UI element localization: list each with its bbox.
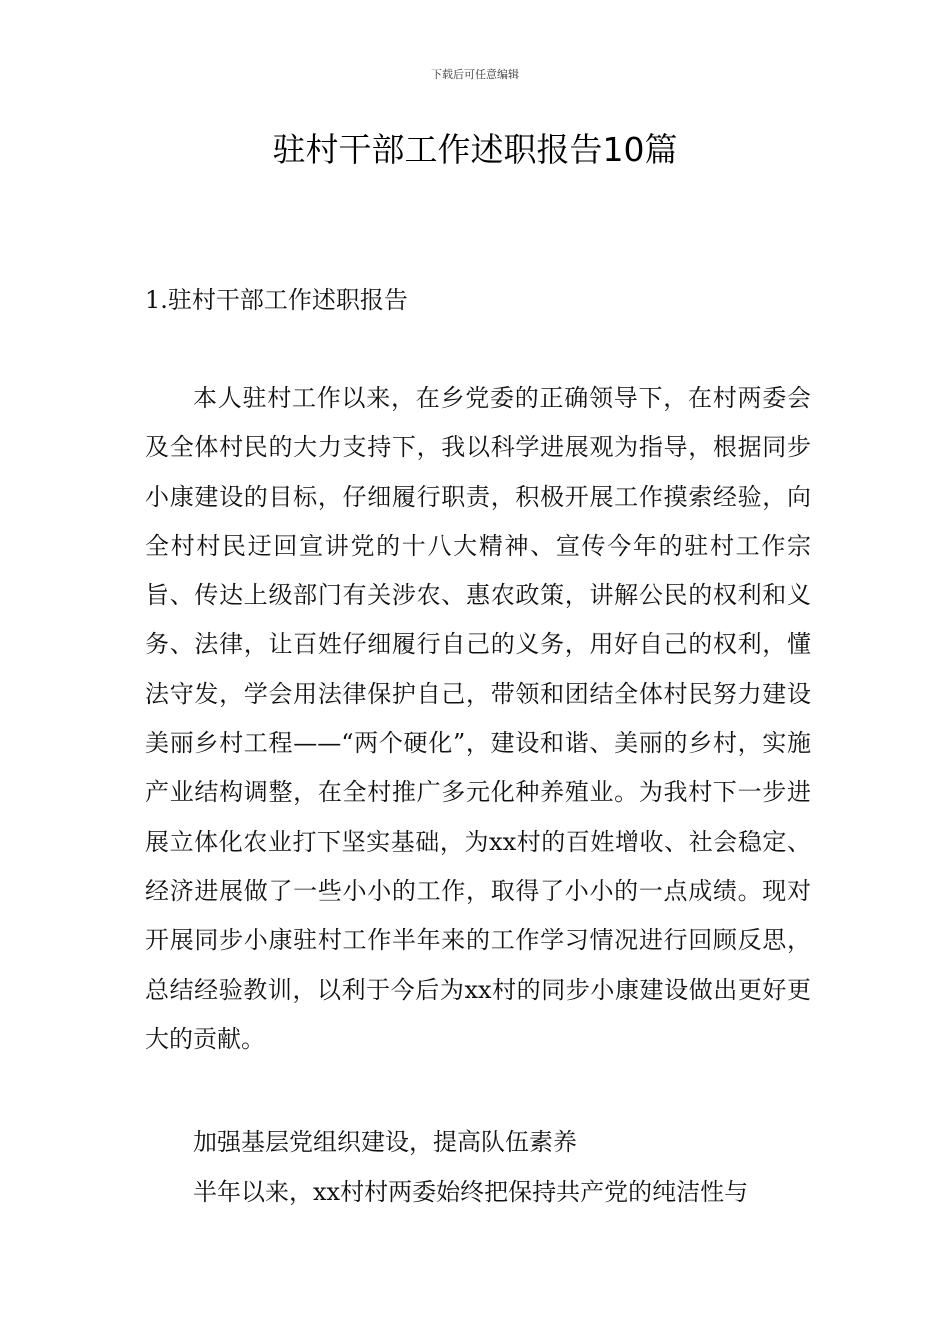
section-heading: 1.驻村干部工作述职报告 — [145, 286, 408, 314]
header-note: 下载后可任意编辑 — [431, 68, 519, 81]
document-title: 驻村干部工作述职报告10篇 — [272, 130, 678, 169]
body-paragraph-2: 半年以来，xx村村两委始终把保持共产党的纯洁性与 — [193, 1178, 749, 1206]
body-paragraph-1: 本人驻村工作以来，在乡党委的正确领导下，在村两委会及全体村民的大力支持下，我以科学进展观为指导，根据同步小康建设的目标，仔细履行职责，积极开展工作摸索经验，向全村村民迂回宣讲党的十八大精神、宣传今年的驻村工作宗旨、传达上级部门有关涉农、惠农政策，讲解公民的权利和义务、法律，让百姓仔细履行自己的义务，用好自己的权利，懂法守发，学会用法律保护自己，带领和团结全体村民努力建设美丽乡村工程——“两个硬化”，建设和谐、美丽的乡村，实施产业结构调整，在全村推广多元化种养殖业。为我村下一步进展立体化农业打下坚实基础，为xx村的百姓增收、社会稳定、经济进展做了一些小小的工作，取得了小小的一点成绩。现对开展同步小康驻村工作半年来的工作学习情况进行回顾反思，总结经验教训，以利于今后为xx村的同步小康建设做出更好更大的贡献。 — [145, 384, 811, 1053]
subsection-heading: 加强基层党组织建设，提高队伍素养 — [193, 1128, 577, 1156]
